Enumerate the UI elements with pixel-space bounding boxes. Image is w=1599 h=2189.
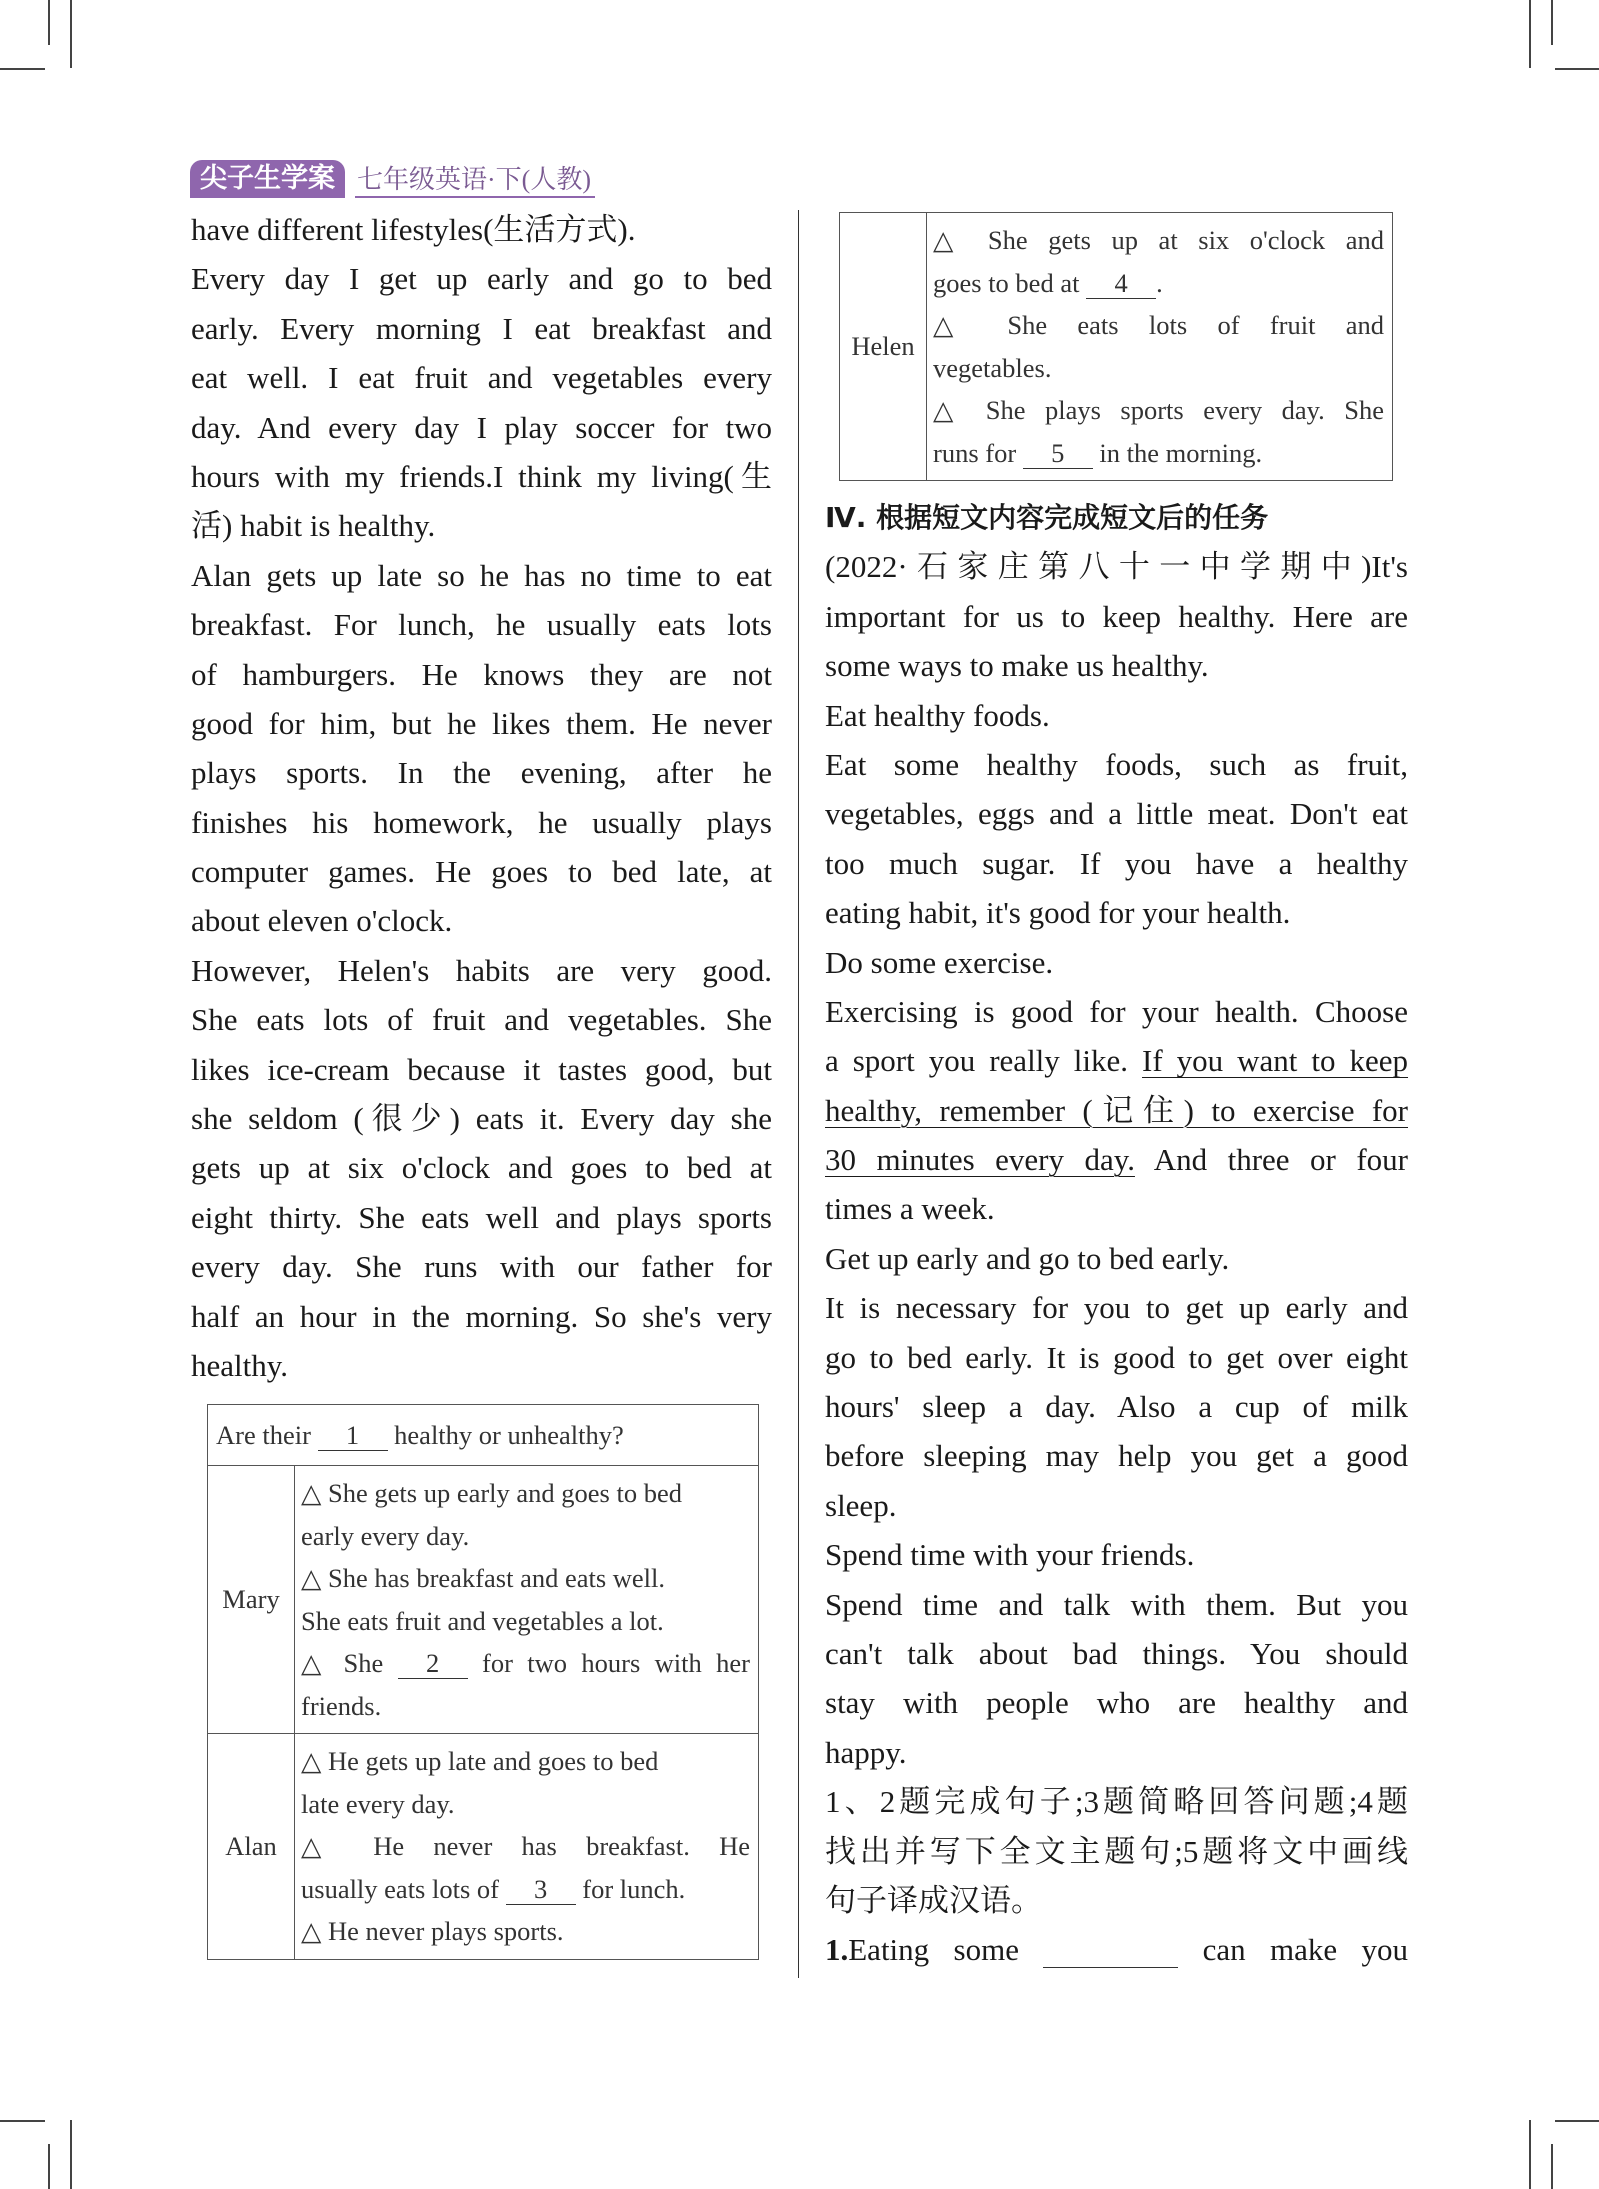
answer-blank[interactable] [1043, 1933, 1178, 1968]
text-segment: can make you [1178, 1932, 1409, 1968]
text-segment: 句子译成汉语。 [825, 1882, 1042, 1918]
text-line [191, 1143, 772, 1192]
text-segment: too much sugar. If you have a healthy [825, 845, 1408, 881]
text-segment: breakfast. For lunch, he usually eats lots [191, 607, 772, 643]
text-line [191, 896, 772, 945]
text-line [191, 1045, 772, 1094]
text-segment: day. And every day I play soccer for two [191, 409, 772, 445]
text-line [933, 347, 1384, 390]
text-segment: vegetables. [933, 352, 1052, 383]
text-segment: every day. She runs with our father for [191, 1249, 772, 1285]
text-segment: can't talk about bad things. You should [825, 1635, 1408, 1671]
text-segment: some ways to make us healthy. [825, 648, 1209, 684]
text-line [301, 1515, 750, 1558]
text-line [301, 1557, 750, 1600]
series-badge: 尖子生学案 [190, 160, 345, 198]
page-header [190, 158, 595, 198]
text-line [301, 1910, 750, 1953]
underlined-sentence: 30 minutes every day. [825, 1142, 1135, 1178]
text-line [825, 839, 1408, 888]
text-line [933, 389, 1384, 432]
text-line [825, 1382, 1408, 1431]
text-line [825, 1283, 1408, 1332]
habits-table-right [839, 212, 1393, 481]
section-heading [825, 493, 1408, 542]
question-number: 1. [825, 1932, 849, 1968]
text-line [825, 542, 1408, 591]
text-line [301, 1642, 750, 1685]
text-line [933, 262, 1384, 305]
text-line [825, 1827, 1408, 1876]
text-line [191, 699, 772, 748]
answer-blank[interactable]: 3 [506, 1875, 576, 1905]
text-line [191, 353, 772, 402]
text-segment: before sleeping may help you get a good [825, 1438, 1408, 1474]
text-line [301, 1600, 750, 1643]
text-line [825, 1135, 1408, 1184]
answer-blank[interactable]: 4 [1086, 269, 1156, 299]
text-segment: Eat healthy foods. [825, 697, 1050, 733]
person-name: Alan [208, 1734, 295, 1960]
text-segment: hours' sleep a day. Also a cup of milk [825, 1389, 1408, 1425]
text-line [191, 748, 772, 797]
text-segment: a sport you really like. [825, 1043, 1143, 1079]
table-row [208, 1466, 759, 1734]
text-line [825, 592, 1408, 641]
text-line [191, 304, 772, 353]
text-segment: for lunch. [575, 1873, 686, 1904]
text-segment: finishes his homework, he usually plays [191, 804, 772, 840]
text-segment: have different lifestyles(生活方式). [191, 212, 636, 247]
text-segment: happy. [825, 1734, 907, 1770]
text-line [825, 789, 1408, 838]
text-segment: early every day. [301, 1520, 470, 1551]
text-line [301, 1740, 750, 1783]
text-segment: stay with people who are healthy and [825, 1685, 1408, 1721]
table-row [208, 1734, 759, 1960]
text-line [191, 452, 772, 501]
text-segment: she seldom (很少) eats it. Every day she [191, 1101, 772, 1137]
text-line [301, 1472, 750, 1515]
text-line [933, 219, 1384, 262]
text-segment: She eats fruit and vegetables a lot. [301, 1605, 664, 1636]
text-line [191, 1193, 772, 1242]
text-segment: Exercising is good for your health. Choose [825, 993, 1408, 1029]
underlined-sentence: If you want to keep [1142, 1043, 1409, 1079]
text-segment: runs for [933, 437, 1023, 468]
answer-blank[interactable]: 1 [318, 1421, 388, 1451]
text-segment: △ She gets up early and goes to bed [301, 1478, 682, 1508]
text-segment: However, Helen's habits are very good. [191, 952, 772, 988]
text-segment: vegetables, eggs and a little meat. Don't eat [825, 796, 1408, 832]
text-segment: Spend time and talk with them. But you [825, 1586, 1408, 1622]
habits-cell [295, 1466, 759, 1734]
text-line [216, 1414, 748, 1457]
left-column-text [191, 205, 772, 1390]
text-segment: eight thirty. She eats well and plays sports [191, 1199, 772, 1235]
text-line [191, 650, 772, 699]
text-line [825, 1086, 1408, 1135]
text-line [825, 1629, 1408, 1678]
text-line [191, 995, 772, 1044]
text-segment: △ He gets up late and goes to bed [301, 1746, 659, 1776]
text-segment: healthy or unhealthy? [387, 1419, 624, 1450]
text-segment: hours with my friends.I think my living(生 [191, 458, 772, 494]
text-segment: friends. [301, 1690, 382, 1721]
text-line [825, 641, 1408, 690]
habits-cell [295, 1734, 759, 1960]
text-line [825, 1184, 1408, 1233]
text-segment: △ He never plays sports. [301, 1916, 564, 1946]
text-line [191, 1341, 772, 1390]
text-line [933, 304, 1384, 347]
text-line [191, 501, 772, 550]
text-segment: times a week. [825, 1191, 995, 1227]
text-segment: (2022·石家庄第八十一中学期中)It's [825, 549, 1408, 585]
text-segment: Do some exercise. [825, 944, 1054, 980]
text-segment: 活) habit is healthy. [191, 508, 436, 544]
text-segment: about eleven o'clock. [191, 903, 453, 939]
column-divider [798, 210, 799, 1978]
text-segment: sleep. [825, 1487, 897, 1523]
text-segment: Spend time with your friends. [825, 1537, 1195, 1573]
text-segment: gets up at six o'clock and goes to bed at [191, 1150, 772, 1186]
text-segment: eating habit, it's good for your health. [825, 895, 1291, 931]
habits-cell [927, 213, 1393, 481]
table-row [840, 213, 1393, 481]
text-line [825, 1234, 1408, 1283]
text-segment: healthy. [191, 1347, 288, 1383]
text-line [825, 1678, 1408, 1727]
text-line [825, 1431, 1408, 1480]
text-segment: Ⅳ. 根据短文内容完成短文后的任务 [825, 501, 1269, 534]
text-line [825, 1876, 1408, 1925]
answer-blank[interactable]: 5 [1023, 439, 1093, 469]
text-segment: And three or four [1134, 1142, 1408, 1178]
text-line [191, 254, 772, 303]
text-line [301, 1685, 750, 1728]
text-segment: △ She plays sports every day. She [933, 395, 1384, 425]
text-segment: 1、2题完成句子;3题简略回答问题;4题 [825, 1784, 1408, 1820]
text-line [191, 847, 772, 896]
text-segment: half an hour in the morning. So she's very [191, 1298, 772, 1334]
text-line [191, 1242, 772, 1291]
text-line [825, 1925, 1408, 1974]
text-segment: Eating some [848, 1932, 1044, 1968]
text-line [191, 403, 772, 452]
text-line [825, 1777, 1408, 1826]
text-segment: computer games. He goes to bed late, at [191, 854, 772, 890]
text-segment: She eats lots of fruit and vegetables. She [191, 1002, 772, 1038]
text-line [301, 1783, 750, 1826]
text-segment: for two hours with her [467, 1648, 750, 1678]
text-line [191, 551, 772, 600]
text-line [191, 600, 772, 649]
text-line [191, 798, 772, 847]
text-line [191, 1292, 772, 1341]
table-question-cell [208, 1405, 759, 1466]
text-segment: plays sports. In the evening, after he [191, 755, 772, 791]
text-line [825, 1036, 1408, 1085]
text-segment: good for him, but he likes them. He never [191, 705, 772, 741]
table-header-row [208, 1405, 759, 1466]
text-segment: in the morning. [1092, 437, 1263, 468]
text-line [825, 888, 1408, 937]
text-line [825, 1580, 1408, 1629]
text-line [301, 1825, 750, 1868]
text-line [825, 1333, 1408, 1382]
text-segment: 找出并写下全文主题句;5题将文中画线 [825, 1833, 1408, 1869]
text-line [825, 1481, 1408, 1530]
text-line [825, 740, 1408, 789]
text-line [825, 691, 1408, 740]
person-name: Mary [208, 1466, 295, 1734]
text-segment: △ She has breakfast and eats well. [301, 1563, 666, 1593]
text-line [825, 987, 1408, 1036]
text-segment: of hamburgers. He knows they are not [191, 656, 772, 692]
text-segment: △ She [301, 1648, 398, 1678]
person-name: Helen [840, 213, 927, 481]
text-line [825, 1530, 1408, 1579]
text-segment: go to bed early. It is good to get over eight [825, 1339, 1408, 1375]
text-line [301, 1868, 750, 1911]
text-line [191, 946, 772, 995]
text-segment: goes to bed at [933, 267, 1087, 298]
text-segment: It is necessary for you to get up early and [825, 1290, 1408, 1326]
underlined-sentence: healthy, remember (记住) to exercise for [825, 1092, 1408, 1128]
text-segment: Are their [216, 1419, 318, 1450]
text-line [191, 1094, 772, 1143]
text-line [825, 938, 1408, 987]
right-column-text [825, 493, 1408, 1975]
text-line [933, 432, 1384, 475]
text-segment: . [1156, 267, 1163, 298]
text-segment: late every day. [301, 1788, 455, 1819]
text-segment: early. Every morning I eat breakfast and [191, 310, 772, 346]
text-segment: important for us to keep healthy. Here are [825, 598, 1408, 634]
text-segment: △ He never has breakfast. He [301, 1831, 750, 1861]
text-segment: Every day I get up early and go to bed [191, 261, 772, 297]
book-subtitle: 七年级英语·下(人教) [355, 164, 595, 198]
text-line [825, 1728, 1408, 1777]
text-segment: Get up early and go to bed early. [825, 1240, 1230, 1276]
text-segment: likes ice-cream because it tastes good, but [191, 1051, 772, 1087]
text-segment: usually eats lots of [301, 1873, 506, 1904]
text-line [191, 205, 772, 254]
answer-blank[interactable]: 2 [398, 1649, 468, 1679]
text-segment: Alan gets up late so he has no time to eat [191, 557, 772, 593]
text-segment: eat well. I eat fruit and vegetables every [191, 360, 772, 396]
text-segment: Eat some healthy foods, such as fruit, [825, 746, 1408, 782]
text-segment: △ She gets up at six o'clock and [933, 225, 1384, 255]
habits-table-left [207, 1404, 759, 1960]
text-segment: △ She eats lots of fruit and [933, 310, 1384, 340]
